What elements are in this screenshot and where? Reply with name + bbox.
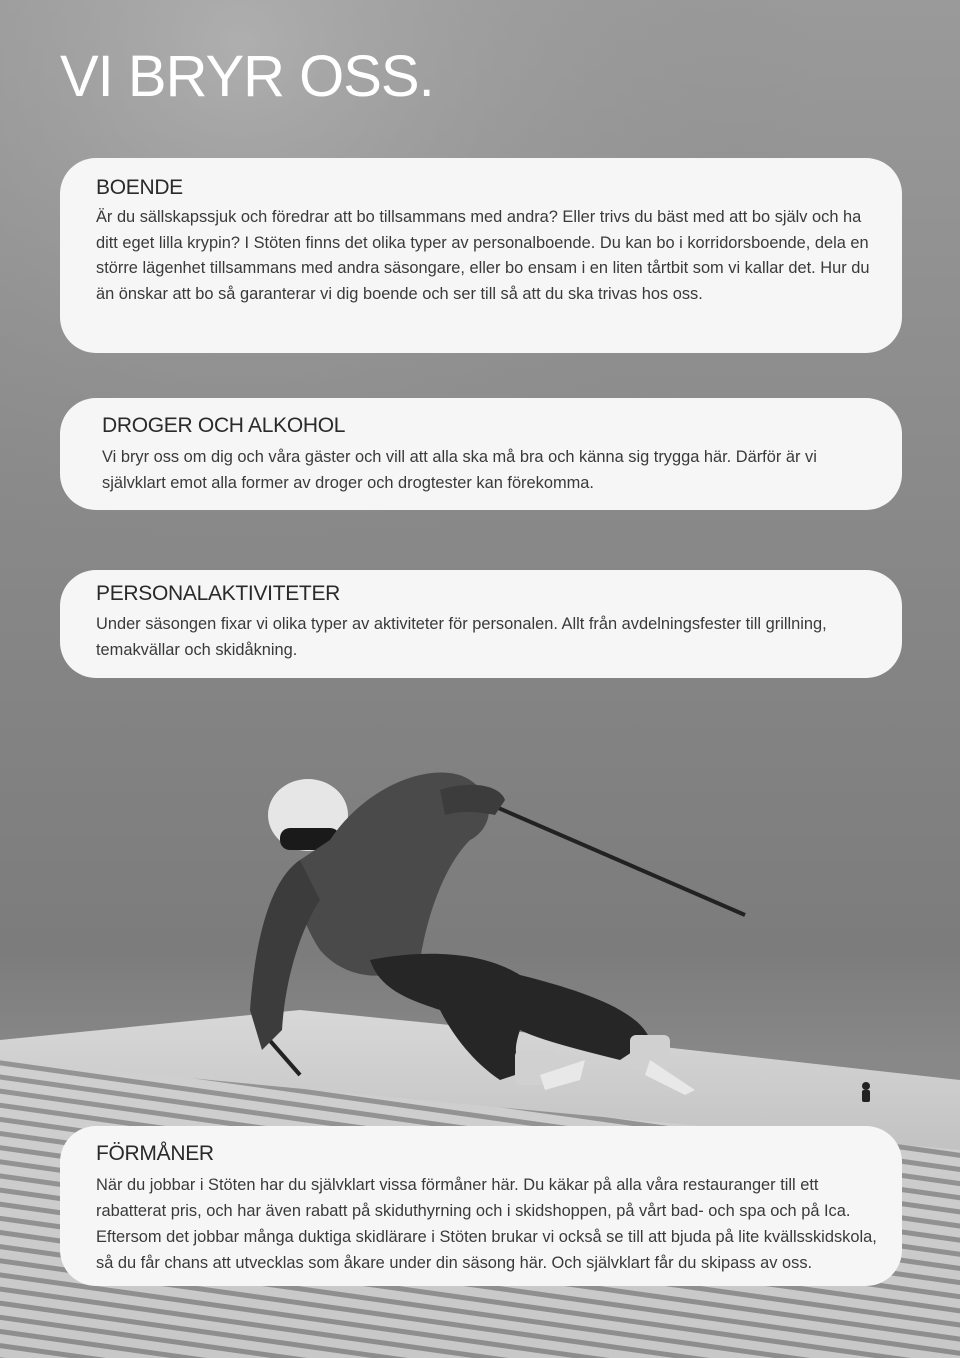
distant-skier xyxy=(862,1082,870,1102)
formaner-body: När du jobbar i Stöten har du självklart vissa förmåner här. Du käkar på alla våra restauranger till ett rabatterat pris, och har även rabatt på skiduthyrning och i skidshoppen, på vårt bad- och spa och på Ica. Eftersom det jobbar många duktiga skidlärare i Stöten brukar vi också se till att bjuda på lite kvällsskidskola, så du får chans att utvecklas som åkare under din säsong här. Och självklart får du skipass av oss. xyxy=(96,1176,877,1272)
personalaktiviteter-heading: PERSONALAKTIVITETER xyxy=(96,582,341,605)
personalaktiviteter-section xyxy=(60,570,902,678)
boende-body: Är du sällskapssjuk och föredrar att bo tillsammans med andra? Eller trivs du bäst med att bo själv och ha ditt eget lilla krypin? I Stöten finns det olika typer av personalboende. Du kan bo i korridorsboende, dela en större lägenhet tillsammans med andra säsongare, eller bo ensam i en liten tårtbit som vi kallar det. Hur du än önskar att bo så garanterar vi dig boende och ser till så att du ska trivas hos oss. xyxy=(96,208,870,303)
droger-och-alkohol-section xyxy=(60,398,902,510)
personalaktiviteter-body: Under säsongen fixar vi olika typer av aktiviteter för personalen. Allt från avdelningsfester till grillning, temakvällar och skidåkning. xyxy=(96,615,827,659)
droger-och-alkohol-body: Vi bryr oss om dig och våra gäster och vill att alla ska må bra och känna sig trygga här. Därför är vi självklart emot alla former av droger och drogtester kan förekomma. xyxy=(102,448,817,492)
formaner-section xyxy=(60,1126,902,1286)
formaner-heading: FÖRMÅNER xyxy=(96,1142,214,1165)
page-title: VI BRYR OSS. xyxy=(60,44,434,109)
boende-section xyxy=(60,158,902,353)
droger-och-alkohol-heading: DROGER OCH ALKOHOL xyxy=(102,414,346,437)
boende-heading: BOENDE xyxy=(96,176,183,199)
